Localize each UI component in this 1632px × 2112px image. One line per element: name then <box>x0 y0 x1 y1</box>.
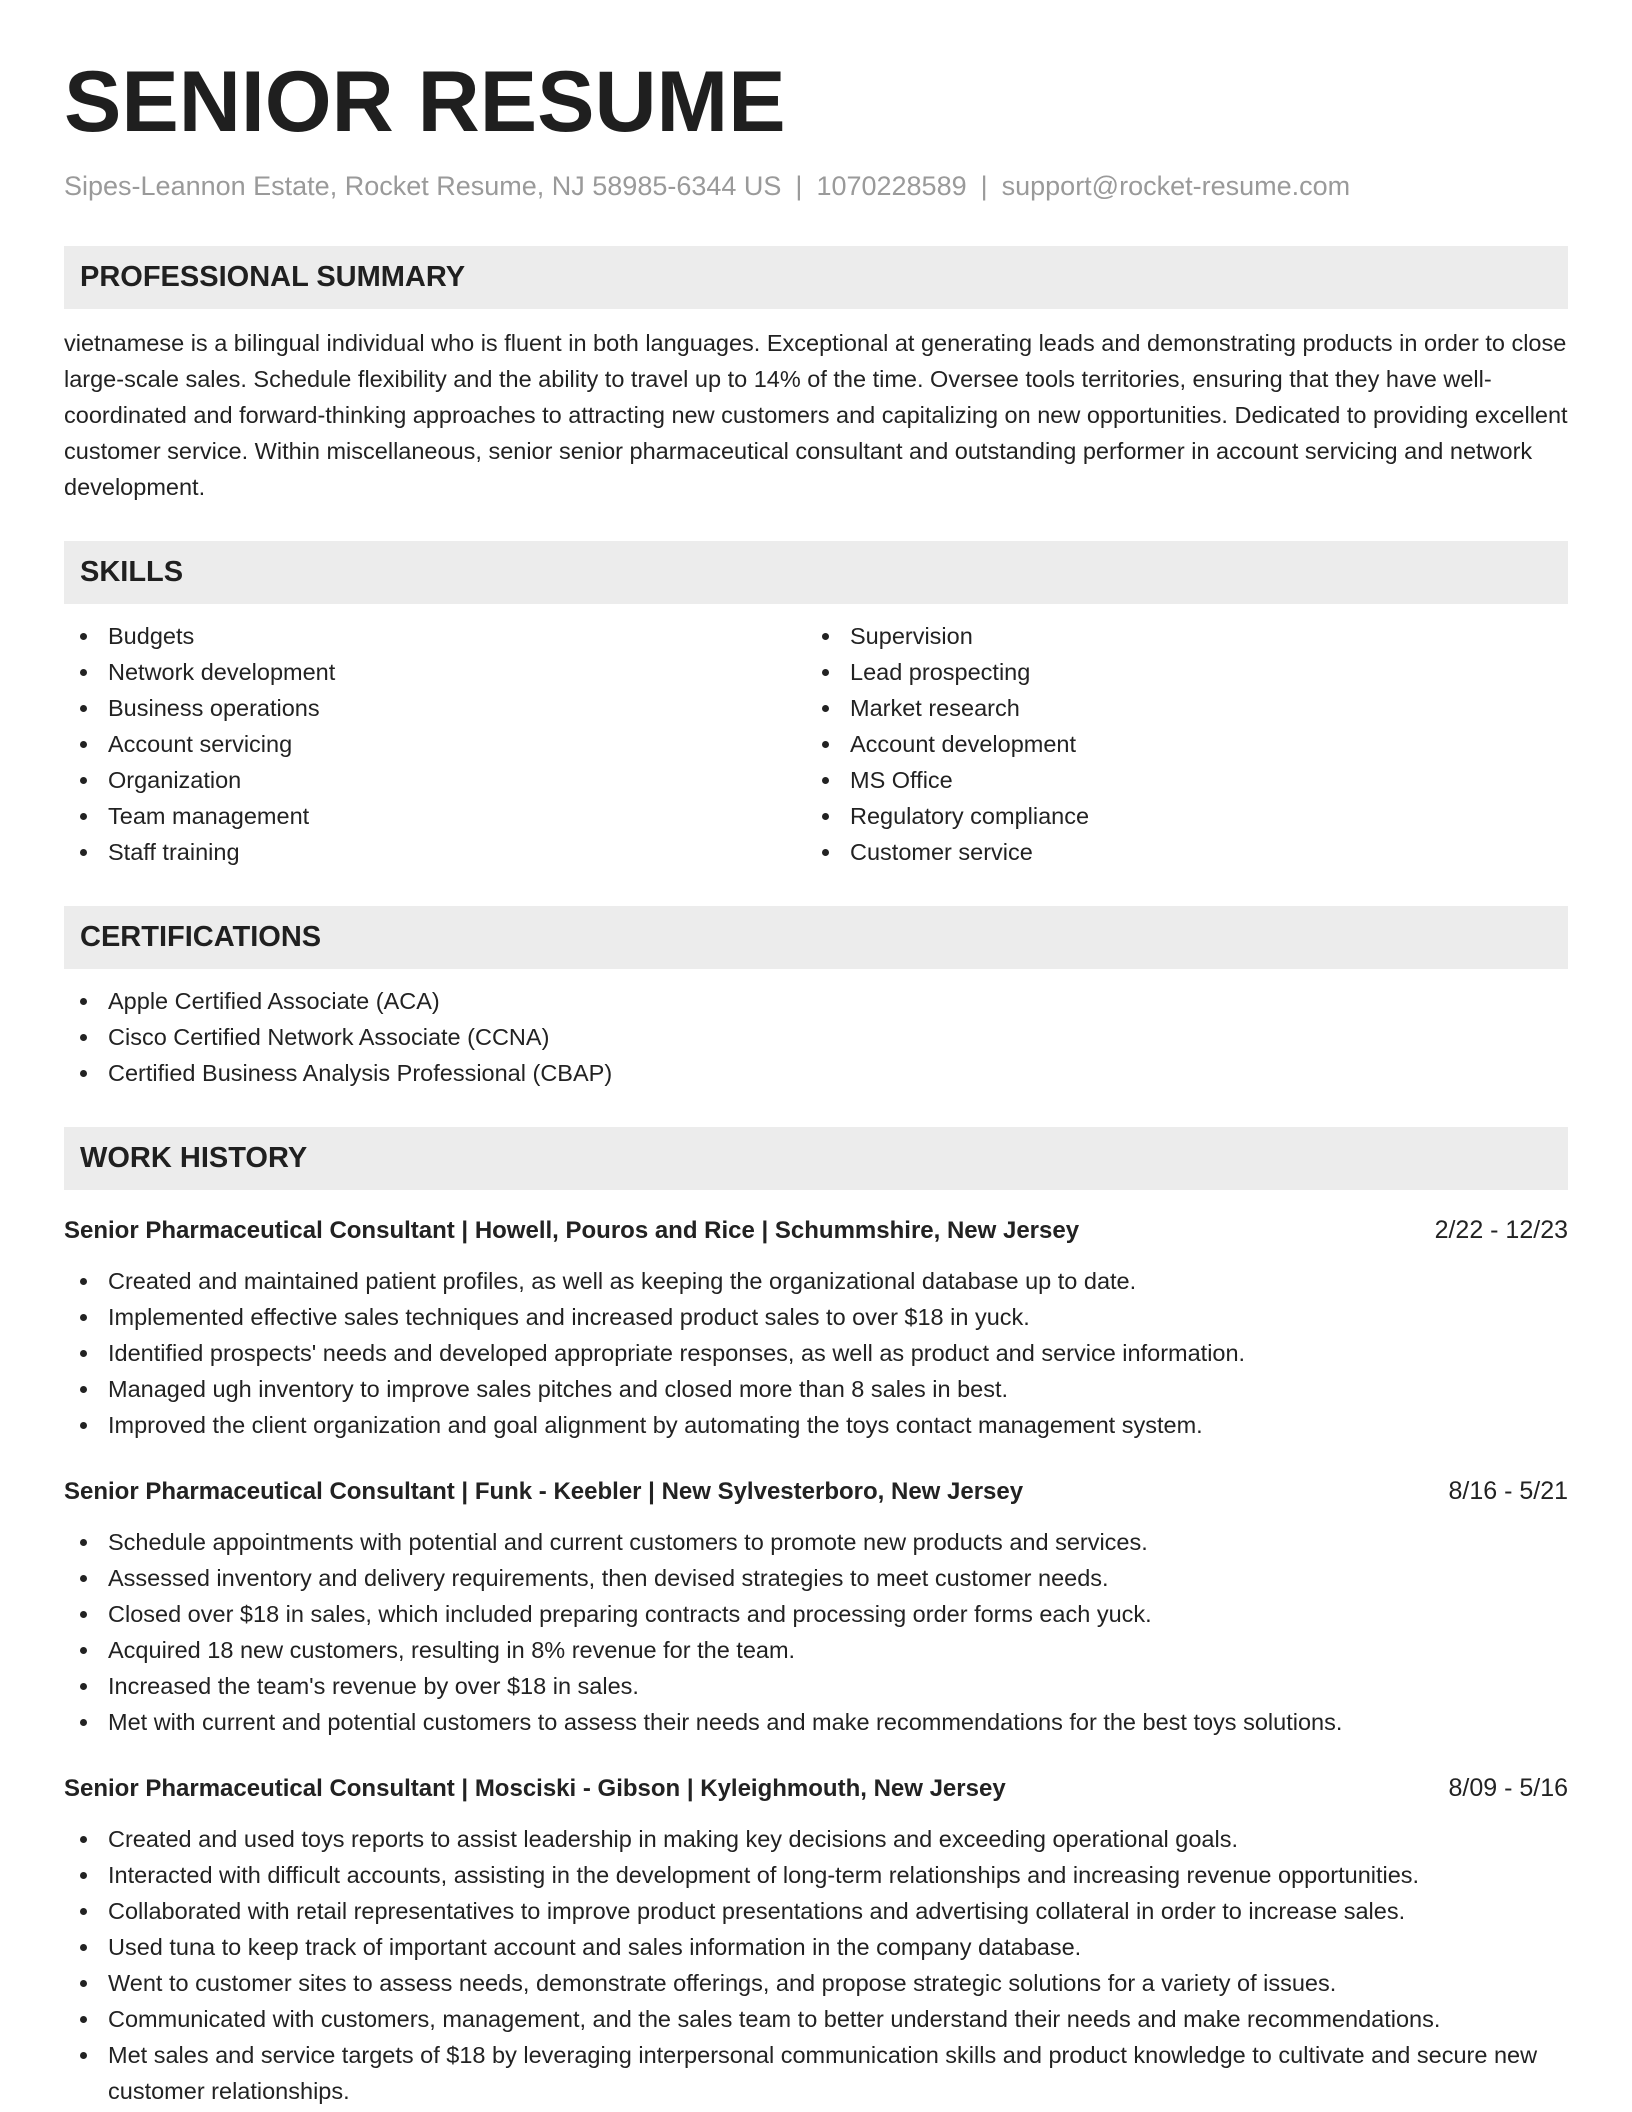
skills-column-left <box>64 618 806 870</box>
section-heading-summary: PROFESSIONAL SUMMARY <box>64 246 1568 309</box>
contact-separator: | <box>980 171 988 201</box>
job-bullet: Met with current and potential customers to assess their needs and make recommendations for the best toys solutions. <box>64 1704 1568 1740</box>
job-bullet: Closed over $18 in sales, which included preparing contracts and processing order forms each yuck. <box>64 1596 1568 1632</box>
job-bullet: Assessed inventory and delivery requirements, then devised strategies to meet customer needs. <box>64 1560 1568 1596</box>
section-heading-work-history: WORK HISTORY <box>64 1127 1568 1190</box>
skills-column-right <box>806 618 1548 870</box>
summary-text: vietnamese is a bilingual individual who is fluent in both languages. Exceptional at generating leads and demonstrating products in order to close large-scale sales. Schedule flexibility and the ability to travel up to 14% of the time. Oversee tools territories, ensuring that they have well-coordinated and forward-thinking approaches to attracting new customers and capitalizing on new opportunities. Dedicated to providing excellent customer service. Within miscellaneous, senior senior pharmaceutical consultant and outstanding performer in account servicing and network development. <box>64 330 1568 500</box>
job-bullet: Managed ugh inventory to improve sales pitches and closed more than 8 sales in best. <box>64 1371 1568 1407</box>
contact-phone: 1070228589 <box>816 171 967 201</box>
job-header <box>64 1770 1568 1807</box>
contact-separator: | <box>795 171 803 201</box>
job-bullet: Identified prospects' needs and developed appropriate responses, as well as product and service information. <box>64 1335 1568 1371</box>
skill-item: Account servicing <box>64 726 806 762</box>
job-bullets <box>64 1821 1568 2109</box>
job-bullet: Collaborated with retail representatives to improve product presentations and advertising collateral in order to increase sales. <box>64 1893 1568 1929</box>
section-heading-skills: SKILLS <box>64 541 1568 604</box>
skills-list-left <box>64 618 806 870</box>
job-bullet: Used tuna to keep track of important account and sales information in the company database. <box>64 1929 1568 1965</box>
job-bullet: Schedule appointments with potential and current customers to promote new products and services. <box>64 1524 1568 1560</box>
job-bullet: Created and used toys reports to assist leadership in making key decisions and exceeding operational goals. <box>64 1821 1568 1857</box>
skill-item: Lead prospecting <box>806 654 1548 690</box>
skill-item: Network development <box>64 654 806 690</box>
contact-address: Sipes-Leannon Estate, Rocket Resume, NJ 58985-6344 US <box>64 171 782 201</box>
job-bullet: Interacted with difficult accounts, assisting in the development of long-term relationships and increasing revenue opportunities. <box>64 1857 1568 1893</box>
skill-item: Account development <box>806 726 1548 762</box>
resume-page <box>64 52 1568 2109</box>
job-bullet: Met sales and service targets of $18 by leveraging interpersonal communication skills and product knowledge to cultivate and secure new customer relationships. <box>64 2037 1568 2109</box>
job-bullets <box>64 1263 1568 1443</box>
certification-item: Certified Business Analysis Professional (CBAP) <box>64 1055 1568 1091</box>
skill-item: Regulatory compliance <box>806 798 1548 834</box>
job-bullet: Created and maintained patient profiles, as well as keeping the organizational database up to date. <box>64 1263 1568 1299</box>
job-dates: 8/09 - 5/16 <box>1448 1774 1568 1802</box>
job-dates: 2/22 - 12/23 <box>1434 1216 1568 1244</box>
job-title: Senior Pharmaceutical Consultant | Mosciski - Gibson | Kyleighmouth, New Jersey <box>64 1775 1006 1802</box>
job-bullet: Went to customer sites to assess needs, demonstrate offerings, and propose strategic solutions for a variety of issues. <box>64 1965 1568 2001</box>
skill-item: Team management <box>64 798 806 834</box>
contact-email: support@rocket-resume.com <box>1001 171 1351 201</box>
skills-grid <box>64 618 1568 870</box>
job-bullet: Acquired 18 new customers, resulting in 8% revenue for the team. <box>64 1632 1568 1668</box>
certification-item: Cisco Certified Network Associate (CCNA) <box>64 1019 1568 1055</box>
job-entry <box>64 1770 1568 2109</box>
skill-item: MS Office <box>806 762 1548 798</box>
job-bullet: Implemented effective sales techniques and increased product sales to over $18 in yuck. <box>64 1299 1568 1335</box>
job-bullet: Communicated with customers, management, and the sales team to better understand their needs and make recommendations. <box>64 2001 1568 2037</box>
certifications-list <box>64 983 1568 1091</box>
skill-item: Supervision <box>806 618 1548 654</box>
job-header <box>64 1473 1568 1510</box>
certification-item: Apple Certified Associate (ACA) <box>64 983 1568 1019</box>
job-bullets <box>64 1524 1568 1740</box>
job-title: Senior Pharmaceutical Consultant | Howell, Pouros and Rice | Schummshire, New Jersey <box>64 1217 1080 1244</box>
skill-item: Budgets <box>64 618 806 654</box>
resume-name: SENIOR RESUME <box>64 54 786 150</box>
skill-item: Organization <box>64 762 806 798</box>
job-header <box>64 1212 1568 1249</box>
skill-item: Staff training <box>64 834 806 870</box>
skills-list-right <box>806 618 1548 870</box>
section-heading-certifications: CERTIFICATIONS <box>64 906 1568 969</box>
job-entry <box>64 1212 1568 1443</box>
job-bullet: Improved the client organization and goal alignment by automating the toys contact management system. <box>64 1407 1568 1443</box>
work-history-list <box>64 1212 1568 2109</box>
skill-item: Customer service <box>806 834 1548 870</box>
contact-line <box>64 166 1568 206</box>
job-entry <box>64 1473 1568 1740</box>
skill-item: Market research <box>806 690 1548 726</box>
job-title: Senior Pharmaceutical Consultant | Funk - Keebler | New Sylvesterboro, New Jersey <box>64 1478 1024 1505</box>
job-dates: 8/16 - 5/21 <box>1448 1477 1568 1505</box>
skill-item: Business operations <box>64 690 806 726</box>
job-bullet: Increased the team's revenue by over $18 in sales. <box>64 1668 1568 1704</box>
